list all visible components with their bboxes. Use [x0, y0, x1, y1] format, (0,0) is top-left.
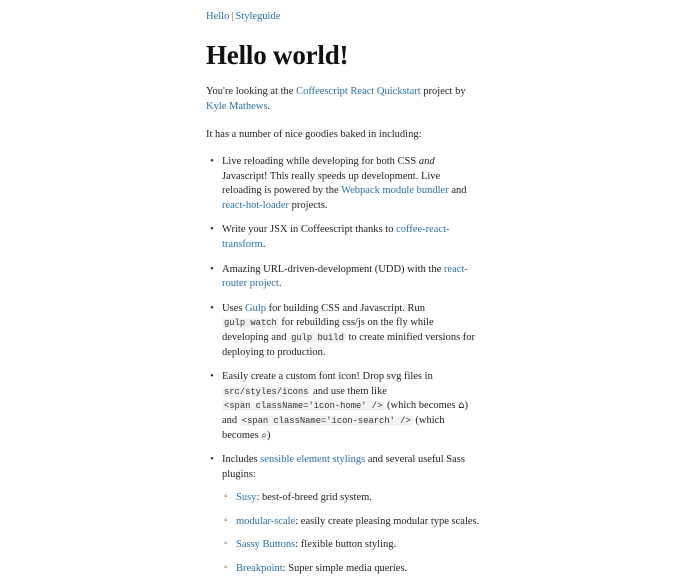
inline-text: for building CSS and Javascript. Run: [266, 302, 425, 314]
inline-text: : best-of-breed grid system.: [256, 492, 372, 504]
inline-text: Write your JSX in Coffeescript thanks to: [222, 224, 397, 236]
inline-text: : easily create pleasing modular type scales.: [295, 515, 480, 527]
inline-text: and use them like: [310, 385, 387, 397]
list-item: [206, 155, 482, 213]
inline-text: and: [448, 185, 467, 197]
inline-code: <span className='icon-home' />: [224, 401, 383, 412]
inline-text: Javascript! This really speeds up development. Live reloading is powered by the: [222, 170, 441, 197]
inline-link[interactable]: Gulp: [245, 302, 267, 314]
inline-text: Easily create a custom font icon! Drop svg files in: [222, 371, 433, 383]
inline-text: Includes: [222, 454, 261, 466]
inline-link[interactable]: coffee-react-transform: [222, 224, 450, 250]
intro-middle: project by: [420, 86, 466, 97]
list-item: [206, 453, 482, 577]
inline-text: .: [278, 278, 282, 290]
inline-text: Uses: [222, 302, 246, 314]
font-icon-glyph: ⌂: [458, 400, 465, 412]
inline-code: gulp build: [291, 332, 344, 343]
inline-code: src/styles/icons: [224, 386, 309, 397]
inline-text: : Super simple media queries.: [282, 563, 408, 575]
intro-paragraph: [206, 84, 482, 114]
features-list: [206, 155, 482, 577]
author-link[interactable]: Kyle Mathews: [206, 101, 268, 112]
inline-text: (which becomes: [384, 400, 459, 412]
inline-text: ): [266, 429, 271, 441]
quickstart-link[interactable]: Coffeescript React Quickstart: [296, 86, 421, 97]
inline-link[interactable]: Breakpoint: [236, 563, 283, 575]
list-item: [222, 538, 482, 553]
nav-link-styleguide[interactable]: Styleguide: [235, 11, 281, 22]
breadcrumb: [206, 10, 482, 24]
list-item: [222, 562, 482, 577]
list-item: [222, 491, 482, 506]
inline-code: <span className='icon-search' />: [241, 415, 411, 426]
lead-paragraph: It has a number of nice goodies baked in including:: [206, 129, 422, 140]
nav-link-hello[interactable]: Hello: [206, 11, 230, 22]
inline-text: .: [262, 238, 266, 250]
inline-emphasis: and: [418, 156, 435, 167]
inline-text: Amazing URL-driven-development (UDD) with the: [222, 263, 444, 275]
inline-text: projects.: [289, 199, 328, 211]
sass-plugins-list: [222, 491, 482, 576]
inline-link[interactable]: sensible element stylings: [260, 454, 366, 466]
inline-text: : flexible button styling.: [295, 539, 397, 551]
inline-text: (which becomes: [222, 414, 445, 441]
inline-link[interactable]: Susy: [236, 492, 257, 504]
inline-text: to create minified versions for deploying to production.: [222, 331, 476, 358]
inline-text: Live reloading while developing for both CSS: [222, 156, 419, 167]
inline-text: ) and: [222, 400, 469, 426]
font-icon-glyph: ⌕: [261, 429, 267, 441]
list-item: [206, 302, 482, 360]
inline-code: gulp watch: [224, 318, 277, 329]
list-item: [206, 223, 482, 252]
list-item: [222, 515, 482, 530]
inline-link[interactable]: react-router project: [222, 263, 468, 290]
inline-link[interactable]: Sassy Buttons: [236, 539, 296, 551]
list-item: [206, 370, 482, 443]
inline-text: and several useful Sass plugins:: [222, 454, 465, 480]
page-title: Hello world!: [206, 40, 349, 70]
inline-link[interactable]: Webpack module bundler: [341, 185, 449, 197]
list-item: [206, 263, 482, 292]
intro-suffix: .: [267, 101, 271, 112]
nav-separator: |: [231, 11, 234, 22]
content-column: [206, 10, 482, 587]
inline-link[interactable]: modular-scale: [236, 515, 296, 527]
inline-text: for rebuilding css/js on the fly while developing and: [222, 317, 434, 343]
inline-link[interactable]: react-hot-loader: [222, 199, 290, 211]
intro-prefix: You're looking at the: [206, 86, 297, 97]
